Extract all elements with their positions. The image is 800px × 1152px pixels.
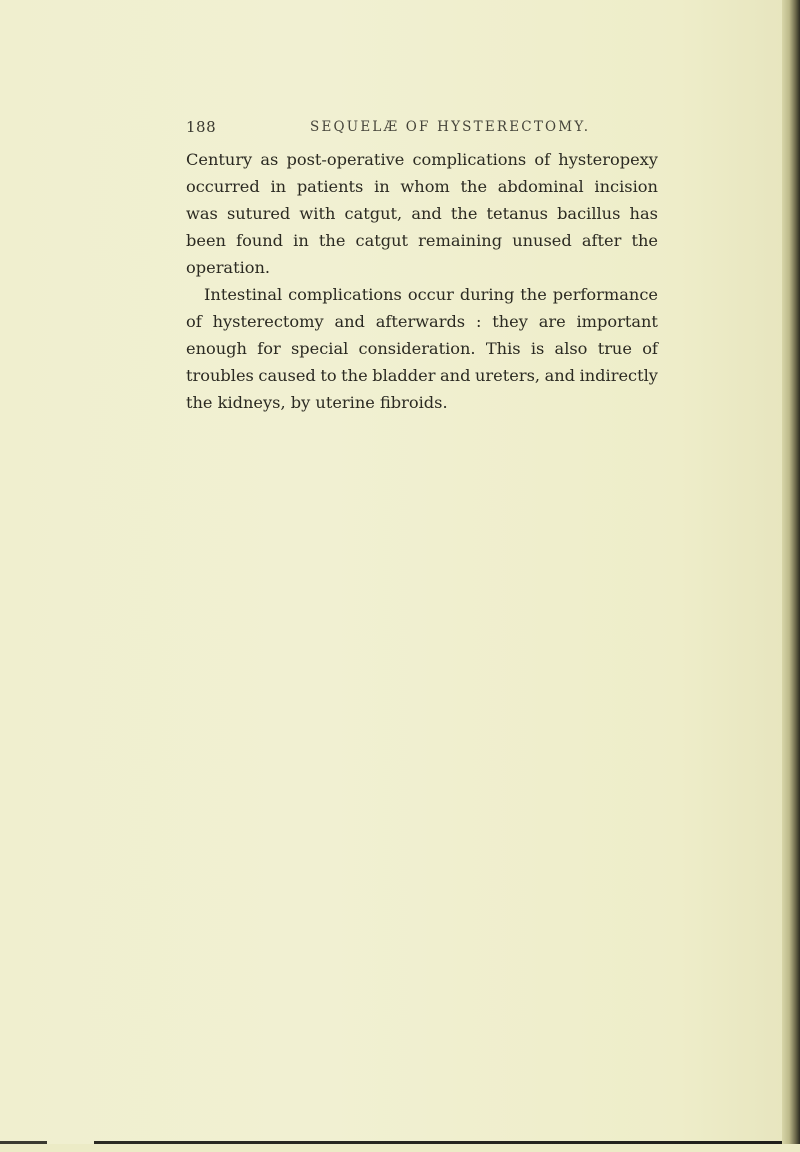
page-binding-edge: [782, 0, 800, 1152]
page-number: 188: [186, 118, 217, 136]
page-bottom-margin: [0, 1144, 800, 1152]
text-line: enough for special consideration. This is also true of: [186, 339, 658, 358]
text-line: occurred in patients in whom the abdominal incision: [186, 177, 658, 196]
text-line: the kidneys, by uterine fibroids.: [186, 393, 448, 412]
text-line: operation.: [186, 258, 271, 277]
running-head: SEQUELÆ OF HYSTERECTOMY.: [310, 119, 591, 135]
text-line: been found in the catgut remaining unused after the: [186, 231, 658, 250]
text-line: was sutured with catgut, and the tetanus bacillus has: [186, 204, 658, 223]
text-line: Century as post-operative complications of hysteropexy: [186, 150, 658, 169]
text-line: of hysterectomy and afterwards : they are important: [186, 312, 658, 331]
page-header: [186, 118, 656, 140]
text-line: troubles caused to the bladder and ureters, and indirectly: [186, 366, 658, 385]
text-line: Intestinal complications occur during the performance: [204, 285, 658, 304]
paragraph: [186, 281, 658, 416]
body-text: [186, 146, 658, 416]
paragraph: [186, 146, 658, 281]
